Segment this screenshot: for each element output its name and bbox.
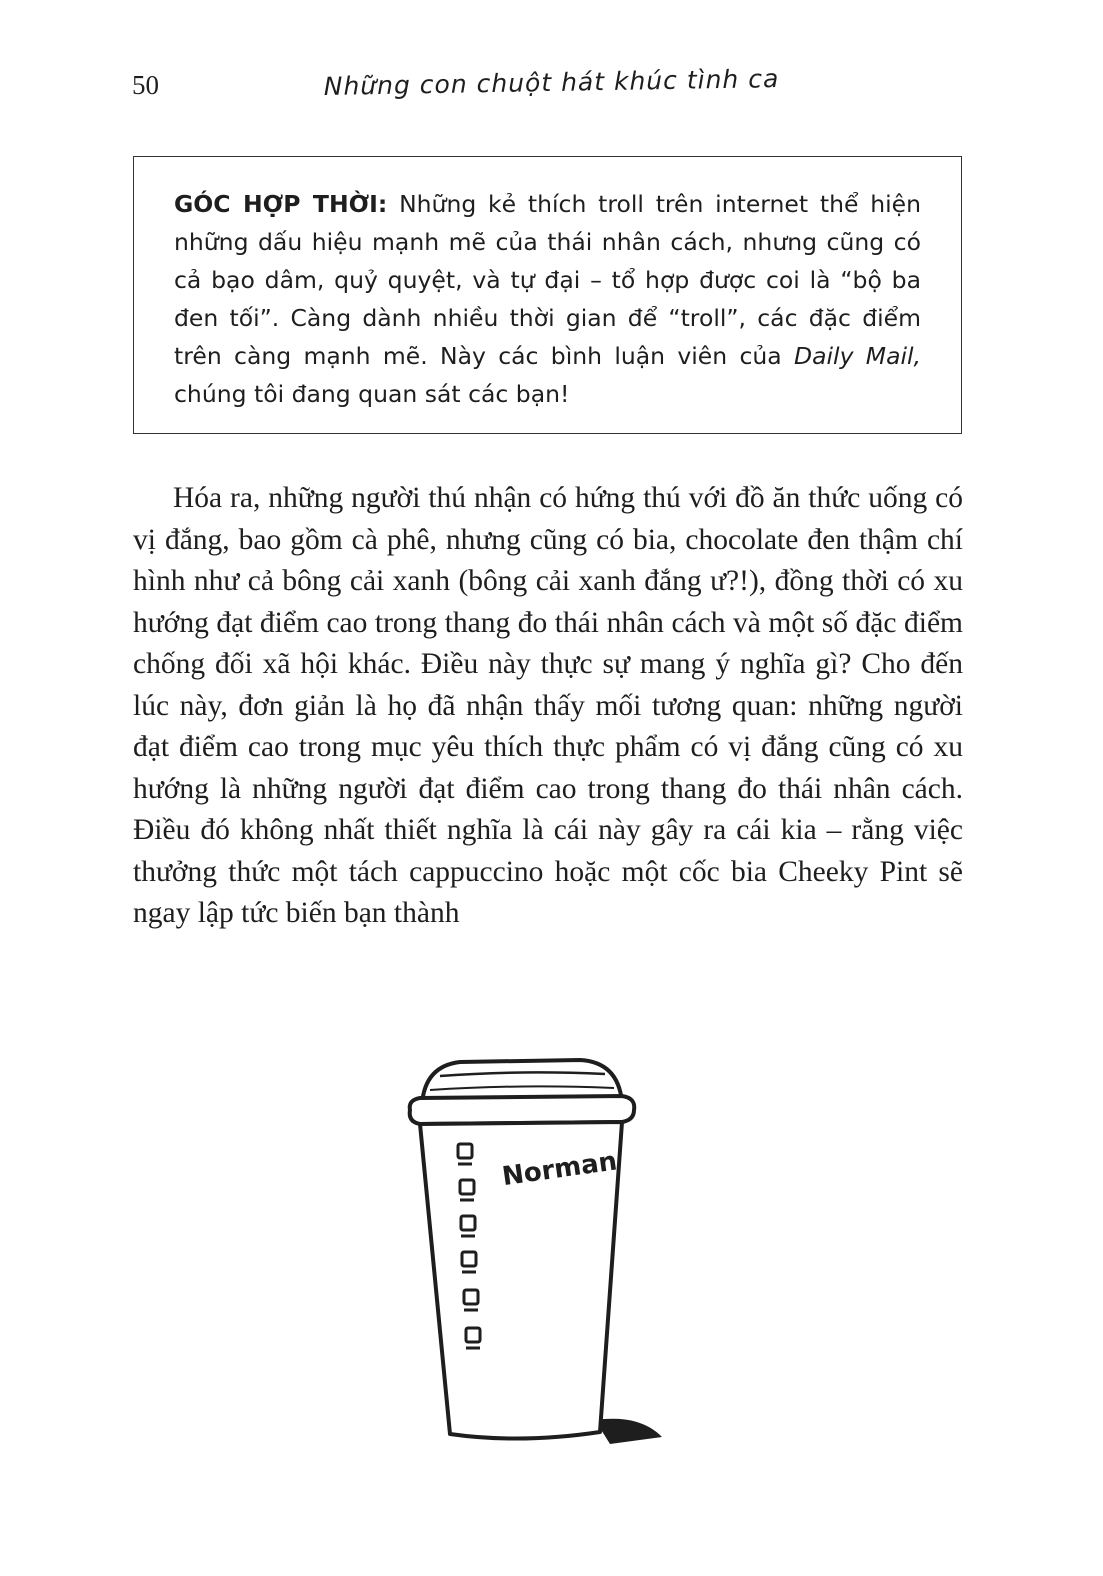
body-paragraph: Hóa ra, những người thú nhận có hứng thú với đồ ăn thức uống có vị đắng, bao gồm cà phê, nhưng cũng có bia, chocolate đen thậm chí hình như cả bông cải xanh (bông cải xanh đắng ư?!), đồng thời có xu hướng đạt điểm cao trong thang đo thái nhân cách và một số đặc điểm chống đối xã hội khác. Điều này thực sự mang ý nghĩa gì? Cho đến lúc này, đơn giản là họ đã nhận thấy mối tương quan: những người đạt điểm cao trong mục yêu thích thực phẩm có vị đắng cũng có xu hướng là những người đạt điểm cao trong thang đo thái nhân cách. Điều đó không nhất thiết nghĩa là cái này gây ra cái kia – rằng việc thưởng thức một tách cappuccino hoặc một cốc bia Cheeky Pint sẽ ngay lập tức biến bạn thành bbox=[133, 482, 963, 929]
sidebar-text-italic: Daily Mail, bbox=[794, 342, 921, 370]
sidebar-text-part1: Những kẻ thích troll trên internet thể hiện những dấu hiệu mạnh mẽ của thái nhân cách, nhưng cũng có cả bạo dâm, quỷ quyệt, và tự đại – tổ hợp được coi là “bộ ba đen tối”. Càng dành nhiều thời gian để “troll”, các đặc điểm trên càng mạnh mẽ. Này các bình luận viên của bbox=[174, 190, 921, 370]
page-header bbox=[0, 64, 1103, 108]
sidebar-box bbox=[133, 156, 962, 434]
running-title: Những con chuột hát khúc tình ca bbox=[323, 64, 780, 101]
cup-name-label: Norman bbox=[500, 1146, 619, 1193]
page-number: 50 bbox=[132, 70, 159, 100]
cup-shadow bbox=[595, 1419, 662, 1444]
sidebar-label: GÓC HỢP THỜI: bbox=[174, 190, 388, 218]
coffee-cup-illustration bbox=[400, 1052, 670, 1452]
cup-lid-rim bbox=[410, 1096, 635, 1124]
sidebar-text-part2: chúng tôi đang quan sát các bạn! bbox=[174, 380, 570, 408]
